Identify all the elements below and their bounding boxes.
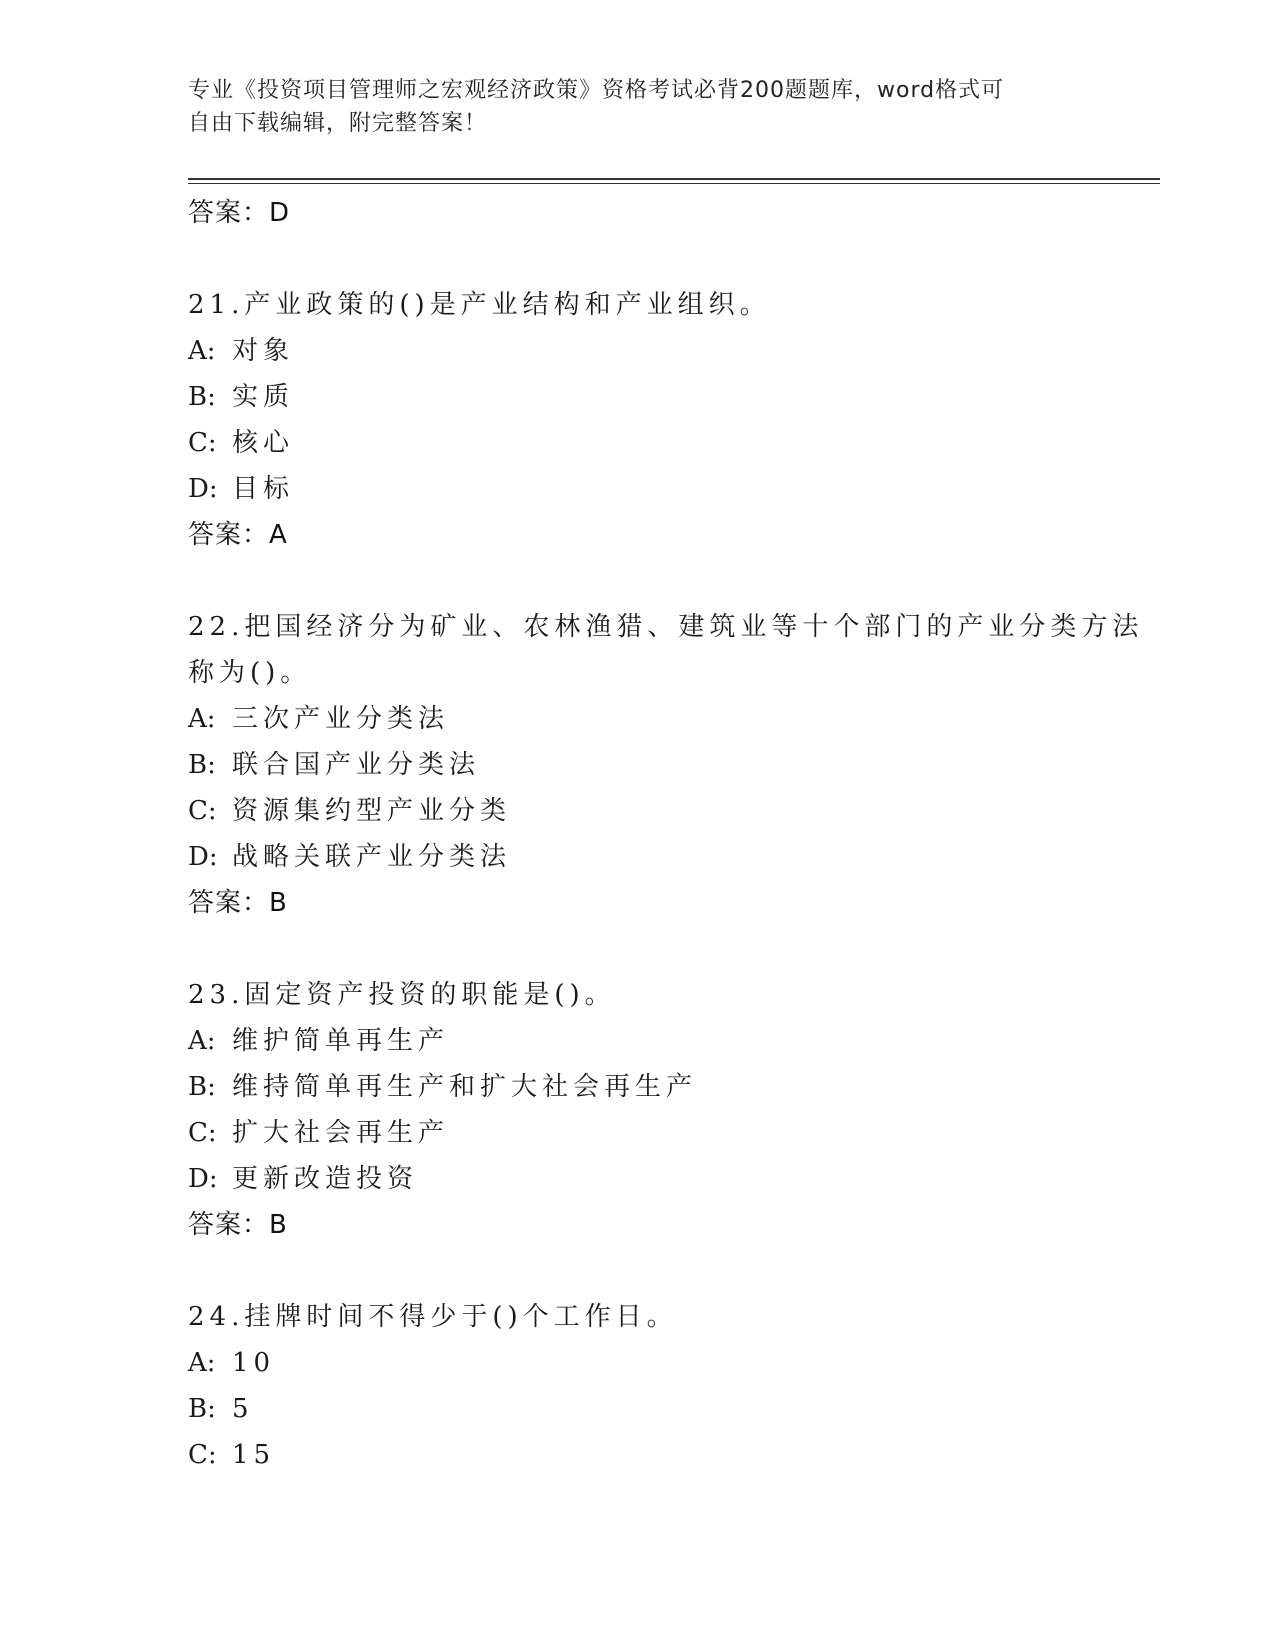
option-text: 维持简单再生产和扩大社会再生产 xyxy=(232,1072,698,1102)
question-spacer xyxy=(188,926,1148,972)
option-text: 联合国产业分类法 xyxy=(232,750,481,780)
question-stem: 22.把国经济分为矿业、农林渔猎、建筑业等十个部门的产业分类方法 xyxy=(188,612,1144,642)
option-letter: B: xyxy=(188,1394,216,1424)
option-text: 核心 xyxy=(232,428,295,458)
question-stem: 称为()。 xyxy=(188,658,312,688)
option-text: 5 xyxy=(232,1394,254,1424)
question-block xyxy=(188,604,1148,926)
option-letter: B: xyxy=(188,750,216,780)
option-letter: C: xyxy=(188,1440,217,1470)
answer-option xyxy=(188,834,1148,880)
answer-option xyxy=(188,420,1148,466)
document-header xyxy=(188,74,1068,140)
option-text: 三次产业分类法 xyxy=(232,704,450,734)
option-letter: B: xyxy=(188,382,216,412)
answer-option xyxy=(188,696,1148,742)
question-stem: 21.产业政策的()是产业结构和产业组织。 xyxy=(188,290,771,320)
question-block xyxy=(188,1294,1148,1478)
header-divider-thick xyxy=(188,178,1160,180)
option-letter: B: xyxy=(188,1072,216,1102)
question-answer: 答案：B xyxy=(188,888,288,918)
header-divider-thin xyxy=(188,183,1160,184)
option-text: 对象 xyxy=(232,336,295,366)
question-answer: 答案：A xyxy=(188,520,288,550)
question-spacer xyxy=(188,1248,1148,1294)
option-text: 更新改造投资 xyxy=(232,1164,419,1194)
answer-option xyxy=(188,1340,1148,1386)
answer-option xyxy=(188,328,1148,374)
option-text: 目标 xyxy=(232,474,295,504)
answer-option xyxy=(188,742,1148,788)
option-letter: C: xyxy=(188,1118,217,1148)
option-text: 扩大社会再生产 xyxy=(232,1118,450,1148)
question-spacer xyxy=(188,236,1148,282)
option-text: 15 xyxy=(232,1440,276,1470)
answer-option xyxy=(188,1064,1148,1110)
option-letter: A: xyxy=(188,1348,216,1378)
question-block xyxy=(188,972,1148,1248)
option-letter: C: xyxy=(188,796,217,826)
answer-option xyxy=(188,1018,1148,1064)
answer-option xyxy=(188,1386,1148,1432)
option-letter: A: xyxy=(188,704,216,734)
option-letter: A: xyxy=(188,336,216,366)
answer-option xyxy=(188,788,1148,834)
option-letter: D: xyxy=(188,1164,218,1194)
answer-option xyxy=(188,1156,1148,1202)
question-answer: 答案：B xyxy=(188,1210,288,1240)
previous-answer: 答案：D xyxy=(188,198,291,228)
option-text: 维护简单再生产 xyxy=(232,1026,450,1056)
question-spacer xyxy=(188,558,1148,604)
answer-option xyxy=(188,374,1148,420)
question-block xyxy=(188,282,1148,558)
answer-option xyxy=(188,1110,1148,1156)
option-letter: C: xyxy=(188,428,217,458)
option-letter: D: xyxy=(188,474,218,504)
option-letter: D: xyxy=(188,842,218,872)
option-text: 战略关联产业分类法 xyxy=(232,842,512,872)
answer-option xyxy=(188,466,1148,512)
header-line-2: 自由下载编辑，附完整答案！ xyxy=(188,111,488,136)
question-stem: 23.固定资产投资的职能是()。 xyxy=(188,980,616,1010)
question-list xyxy=(188,190,1148,1478)
header-line-1: 专业《投资项目管理师之宏观经济政策》资格考试必背200题题库，word格式可 xyxy=(188,78,1005,103)
option-letter: A: xyxy=(188,1026,216,1056)
answer-option xyxy=(188,1432,1148,1478)
question-stem: 24.挂牌时间不得少于()个工作日。 xyxy=(188,1302,678,1332)
option-text: 10 xyxy=(232,1348,276,1378)
option-text: 实质 xyxy=(232,382,295,412)
option-text: 资源集约型产业分类 xyxy=(232,796,512,826)
